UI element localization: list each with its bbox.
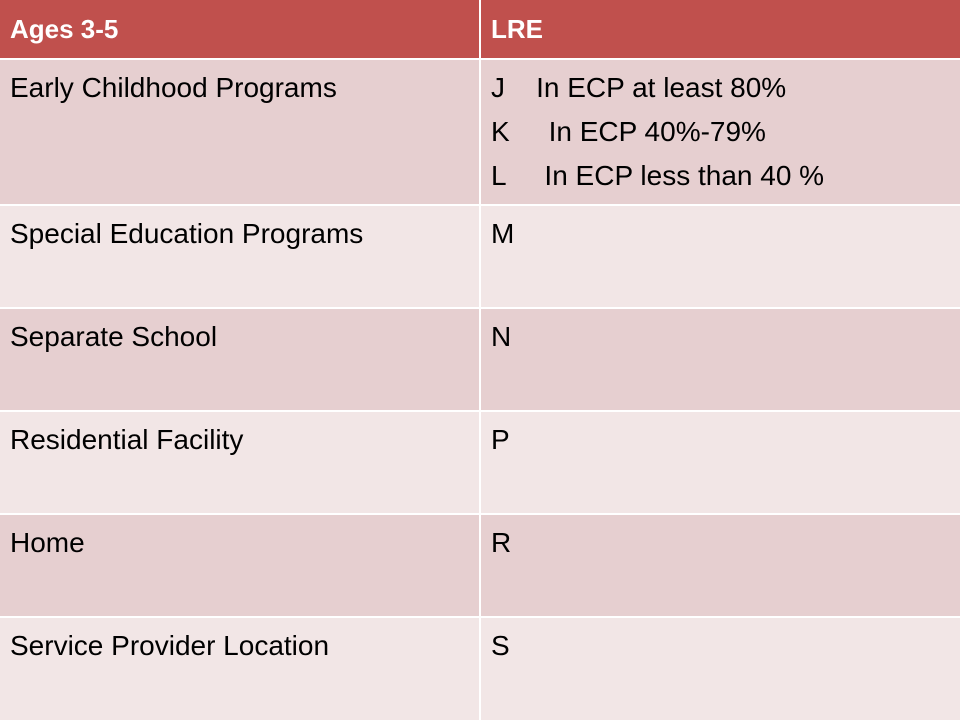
code-line: K In ECP 40%-79% <box>491 116 766 147</box>
table-row <box>0 205 960 308</box>
table-header-row <box>0 0 960 59</box>
code-cell <box>480 617 960 720</box>
code-label: S <box>491 630 510 661</box>
setting-label: Residential Facility <box>10 424 244 455</box>
code-cell <box>480 205 960 308</box>
setting-cell <box>0 205 480 308</box>
code-cell <box>480 59 960 205</box>
header-ages: Ages 3-5 <box>0 0 480 59</box>
setting-cell <box>0 514 480 617</box>
code-line: J In ECP at least 80% <box>491 72 787 103</box>
table-row <box>0 59 960 205</box>
code-label: P <box>491 424 510 455</box>
setting-cell <box>0 617 480 720</box>
setting-label: Separate School <box>10 321 218 352</box>
setting-label: Early Childhood Programs <box>10 72 337 103</box>
code-label: R <box>491 527 512 558</box>
code-label: M <box>491 218 515 249</box>
table-row <box>0 411 960 514</box>
code-cell <box>480 308 960 411</box>
table-row <box>0 514 960 617</box>
setting-label: Service Provider Location <box>10 630 330 661</box>
setting-cell <box>0 411 480 514</box>
table-row <box>0 308 960 411</box>
setting-cell <box>0 308 480 411</box>
code-label: N <box>491 321 512 352</box>
setting-cell <box>0 59 480 205</box>
code-line: L In ECP less than 40 % <box>491 160 825 191</box>
code-cell <box>480 411 960 514</box>
setting-label: Special Education Programs <box>10 218 364 249</box>
setting-label: Home <box>10 527 85 558</box>
code-cell <box>480 514 960 617</box>
table-row <box>0 617 960 720</box>
header-lre: LRE <box>480 0 960 59</box>
